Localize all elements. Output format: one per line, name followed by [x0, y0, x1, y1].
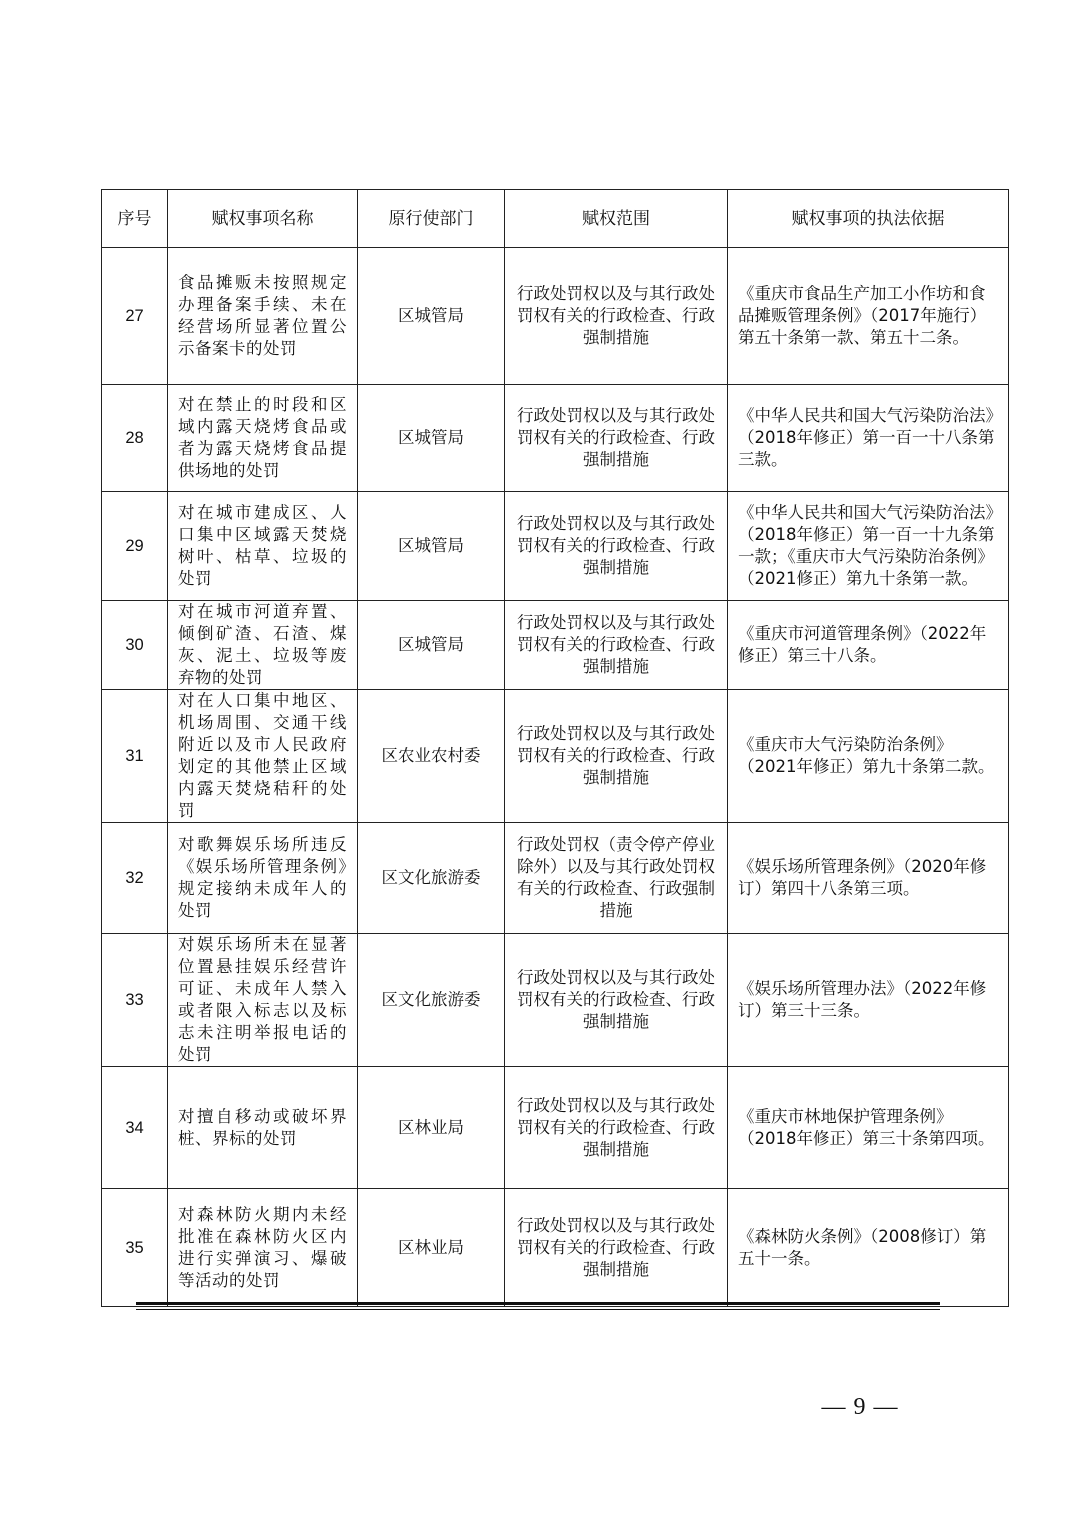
table-row: [102, 385, 1009, 492]
row-basis: 《重庆市食品生产加工小作坊和食品摊贩管理条例》（2017年施行）第五十条第一款、第五十二条。: [728, 248, 1009, 385]
row-basis: 《重庆市河道管理条例》（2022年修正）第三十八条。: [728, 601, 1009, 690]
row-number: 28: [102, 385, 168, 492]
row-basis: 《娱乐场所管理条例》（2020年修订）第四十八条第三项。: [728, 823, 1009, 934]
row-number: 34: [102, 1067, 168, 1189]
row-scope: 行政处罚权以及与其行政处罚权有关的行政检查、行政强制措施: [505, 248, 728, 385]
row-number: 32: [102, 823, 168, 934]
row-item-name: 对歌舞娱乐场所违反《娱乐场所管理条例》规定接纳未成年人的处罚: [168, 823, 358, 934]
row-number: 31: [102, 690, 168, 823]
row-item-name: 对森林防火期内未经批准在森林防火区内进行实弹演习、爆破等活动的处罚: [168, 1189, 358, 1307]
table-row: [102, 248, 1009, 385]
row-dept: 区文化旅游委: [358, 823, 505, 934]
table-row: [102, 690, 1009, 823]
row-scope: 行政处罚权以及与其行政处罚权有关的行政检查、行政强制措施: [505, 601, 728, 690]
row-item-name: 对在人口集中地区、机场周围、交通干线附近以及市人民政府划定的其他禁止区域内露天焚烧秸秆的处罚: [168, 690, 358, 823]
row-basis: 《娱乐场所管理办法》（2022年修订）第三十三条。: [728, 934, 1009, 1067]
row-scope: 行政处罚权以及与其行政处罚权有关的行政检查、行政强制措施: [505, 1189, 728, 1307]
row-item-name: 对在城市河道弃置、倾倒矿渣、石渣、煤灰、泥土、垃圾等废弃物的处罚: [168, 601, 358, 690]
header-legal-basis: 赋权事项的执法依据: [728, 190, 1009, 248]
row-dept: 区城管局: [358, 248, 505, 385]
row-item-name: 对在城市建成区、人口集中区域露天焚烧树叶、枯草、垃圾的处罚: [168, 492, 358, 601]
row-item-name: 对娱乐场所未在显著位置悬挂娱乐经营许可证、未成年人禁入或者限入标志以及标志未注明举报电话的处罚: [168, 934, 358, 1067]
row-scope: 行政处罚权以及与其行政处罚权有关的行政检查、行政强制措施: [505, 385, 728, 492]
header-original-dept: 原行使部门: [358, 190, 505, 248]
row-basis: 《中华人民共和国大气污染防治法》（2018年修正）第一百一十八条第三款。: [728, 385, 1009, 492]
row-scope: 行政处罚权（责令停产停业除外）以及与其行政处罚权有关的行政检查、行政强制措施: [505, 823, 728, 934]
row-basis: 《重庆市大气污染防治条例》（2021年修正）第九十条第二款。: [728, 690, 1009, 823]
header-seq: 序号: [102, 190, 168, 248]
row-number: 29: [102, 492, 168, 601]
table-row: [102, 492, 1009, 601]
row-scope: 行政处罚权以及与其行政处罚权有关的行政检查、行政强制措施: [505, 934, 728, 1067]
row-number: 35: [102, 1189, 168, 1307]
row-scope: 行政处罚权以及与其行政处罚权有关的行政检查、行政强制措施: [505, 492, 728, 601]
row-basis: 《中华人民共和国大气污染防治法》（2018年修正）第一百一十九条第一款；《重庆市大气污染防治条例》（2021修正）第九十条第一款。: [728, 492, 1009, 601]
row-dept: 区林业局: [358, 1067, 505, 1189]
table-row: [102, 934, 1009, 1067]
row-dept: 区文化旅游委: [358, 934, 505, 1067]
footer-rule-thick: [136, 1302, 940, 1305]
row-basis: 《重庆市林地保护管理条例》（2018年修正）第三十条第四项。: [728, 1067, 1009, 1189]
header-scope: 赋权范围: [505, 190, 728, 248]
page-number: — 9 —: [821, 1394, 899, 1420]
row-basis: 《森林防火条例》（2008修订）第五十一条。: [728, 1189, 1009, 1307]
table-row: [102, 823, 1009, 934]
row-item-name: 食品摊贩未按照规定办理备案手续、未在经营场所显著位置公示备案卡的处罚: [168, 248, 358, 385]
row-dept: 区城管局: [358, 385, 505, 492]
enforcement-table: [101, 189, 1009, 1307]
row-dept: 区林业局: [358, 1189, 505, 1307]
footer-rule-thin: [136, 1309, 940, 1310]
row-dept: 区城管局: [358, 601, 505, 690]
table-row: [102, 1189, 1009, 1307]
row-scope: 行政处罚权以及与其行政处罚权有关的行政检查、行政强制措施: [505, 1067, 728, 1189]
row-number: 30: [102, 601, 168, 690]
row-number: 33: [102, 934, 168, 1067]
row-dept: 区农业农村委: [358, 690, 505, 823]
table-header-row: [102, 190, 1009, 248]
table-row: [102, 601, 1009, 690]
row-scope: 行政处罚权以及与其行政处罚权有关的行政检查、行政强制措施: [505, 690, 728, 823]
row-item-name: 对在禁止的时段和区域内露天烧烤食品或者为露天烧烤食品提供场地的处罚: [168, 385, 358, 492]
row-number: 27: [102, 248, 168, 385]
table-row: [102, 1067, 1009, 1189]
header-item-name: 赋权事项名称: [168, 190, 358, 248]
row-dept: 区城管局: [358, 492, 505, 601]
row-item-name: 对擅自移动或破坏界桩、界标的处罚: [168, 1067, 358, 1189]
